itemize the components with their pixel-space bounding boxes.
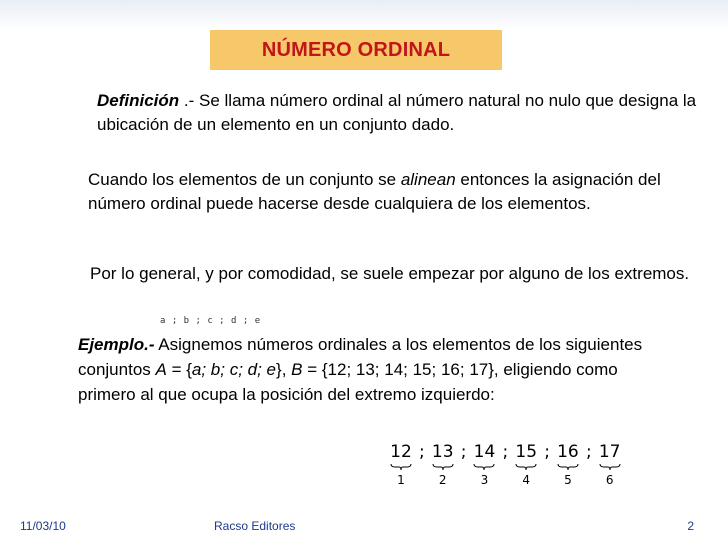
sequence-ordinal: 4 <box>522 473 531 487</box>
title-banner <box>210 30 502 70</box>
alignment-after: entonces la asignación del número ordinal puede hacerse desde cualquiera de los elementos. <box>88 170 661 213</box>
definition-separator: .- <box>179 91 200 110</box>
set-a-name: A <box>155 360 167 379</box>
set-b-name: B <box>291 360 303 379</box>
sequence-ordinal: 2 <box>438 473 447 487</box>
slide-title: NÚMERO ORDINAL <box>261 38 451 61</box>
definition-text: Se llama número ordinal al número natural no nulo que designa la ubicación de un elemento en un conjunto dado. <box>97 91 697 134</box>
footer-publisher: Racso Editores <box>214 519 296 533</box>
sequence-separator: ; <box>585 442 592 462</box>
sequence-item <box>432 441 454 487</box>
alignment-emphasis: alinean <box>400 170 456 189</box>
sequence-separator: ; <box>544 442 550 462</box>
set-a-eq: = { <box>166 360 192 379</box>
alignment-before: Cuando los elementos de un conjunto se <box>88 170 401 189</box>
footer-date: 11/03/10 <box>20 519 66 533</box>
sequence-value: 13 <box>431 442 454 462</box>
set-a-close: }, <box>276 360 292 379</box>
sequence-value: 15 <box>515 442 538 462</box>
alignment-paragraph <box>88 168 688 216</box>
sequence-ordinal: 1 <box>397 473 405 487</box>
sequence-value: 17 <box>598 442 621 462</box>
sequence-item <box>557 441 579 487</box>
header-gradient <box>0 0 728 30</box>
set-a-elements: a; b; c; d; e <box>191 360 277 379</box>
footer-page-number: 2 <box>687 519 694 533</box>
sequence-item <box>515 441 537 487</box>
sequence-ordinal: 3 <box>480 473 489 487</box>
sequence-item <box>473 441 495 487</box>
underbrace-icon <box>515 463 537 471</box>
underbrace-icon <box>599 463 621 471</box>
definition-term: Definición <box>97 91 180 110</box>
general-note-paragraph: Por lo general, y por comodidad, se suele empezar por alguno de los extremos. <box>90 264 690 283</box>
ordinal-sequence <box>390 441 621 487</box>
sequence-ordinal: 6 <box>605 473 614 487</box>
example-label: Ejemplo.- <box>78 335 155 354</box>
sequence-separator: ; <box>502 442 509 462</box>
sequence-separator: ; <box>460 442 467 462</box>
definition-paragraph <box>97 89 697 137</box>
example-paragraph <box>78 332 678 407</box>
sequence-item <box>390 441 412 487</box>
underbrace-icon <box>557 463 579 471</box>
underbrace-icon <box>473 463 495 471</box>
sequence-separator: ; <box>419 442 425 462</box>
set-b-rest: = {12; 13; 14; 15; 16; 17}, eligiendo como primero al que ocupa la posición del extremo izquierdo: <box>78 360 618 404</box>
sequence-value: 16 <box>557 442 579 462</box>
underbrace-icon <box>432 463 454 471</box>
sequence-item <box>599 441 621 487</box>
sequence-value: 14 <box>473 442 496 462</box>
example-text-1: Asignemos números ordinales a los elementos de los siguientes conjuntos <box>78 335 643 379</box>
mini-set-annotation: a ; b ; c ; d ; e <box>160 316 261 326</box>
sequence-ordinal: 5 <box>564 473 572 487</box>
underbrace-icon <box>390 463 412 471</box>
sequence-value: 12 <box>390 442 412 462</box>
